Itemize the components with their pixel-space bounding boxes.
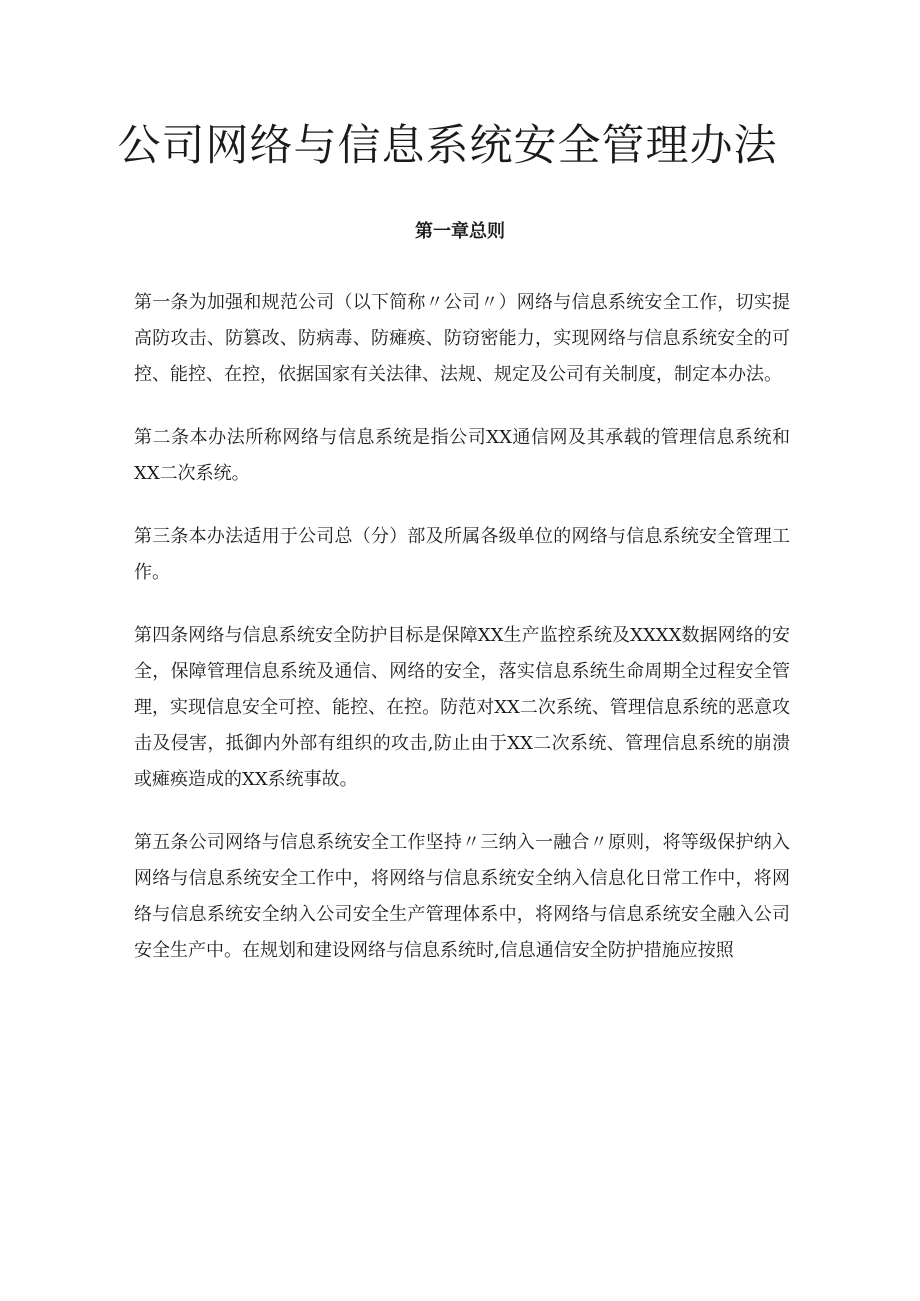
article-3: 第三条本办法适用于公司总（分）部及所属各级单位的网络与信息系统安全管理工作。: [134, 526, 790, 583]
article-5: 第五条公司网络与信息系统安全工作坚持〃三纳入一融合〃原则，将等级保护纳入网络与信息系统安全工作中，将网络与信息系统安全纳入信息化日常工作中，将网络与信息系统安全纳入公司安全生产管理体系中，将网络与信息系统安全融入公司安全生产中。在规划和建设网络与信息系统时,信息通信安全防护措施应按照: [134, 832, 790, 961]
article-4: 第四条网络与信息系统安全防护目标是保障XX生产监控系统及XXXX数据网络的安全，保障管理信息系统及通信、网络的安全，落实信息系统生命周期全过程安全管理，实现信息安全可控、能控、在控。防范对XX二次系统、管理信息系统的恶意攻击及侵害，抵御内外部有组织的攻击,防止由于XX二次系统、管理信息系统的崩溃或瘫痪造成的XX系统事故。: [134, 625, 790, 790]
document-title: 公司网络与信息系统安全管理办法: [117, 121, 778, 171]
chapter-heading: 第一章总则: [415, 221, 505, 242]
document-body: [134, 285, 790, 996]
article-2: 第二条本办法所称网络与信息系统是指公司XX通信网及其承载的管理信息系统和XX二次系统。: [134, 427, 790, 484]
article-1: 第一条为加强和规范公司（以下简称〃公司〃）网络与信息系统安全工作，切实提高防攻击、防篡改、防病毒、防瘫痪、防窃密能力，实现网络与信息系统安全的可控、能控、在控，依据国家有关法律、法规、规定及公司有关制度，制定本办法。: [134, 292, 790, 385]
